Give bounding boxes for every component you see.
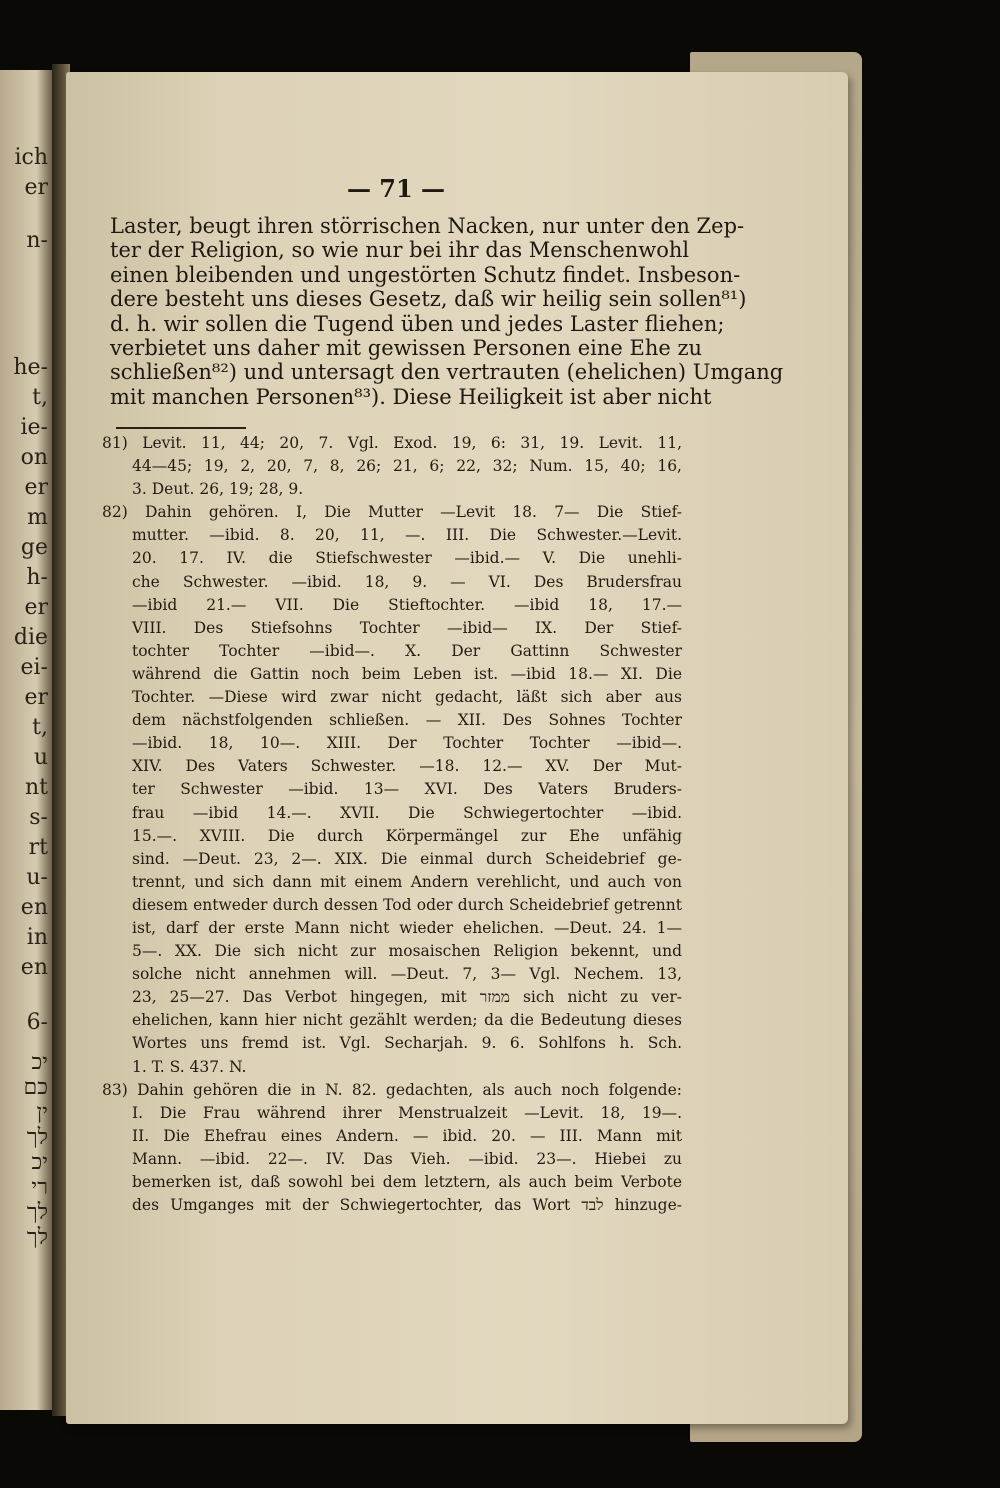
footnote-line: Wortes uns fremd ist. Vgl. Secharjah. 9. 6. Sohlfons h. Sch. — [132, 1034, 682, 1053]
footnote-separator — [116, 427, 246, 429]
footnote-line: —ibid 21.— VII. Die Stieftochter. —ibid 18, 17.— — [132, 595, 682, 614]
footnote-line: frau —ibid 14.—. XVII. Die Schwiegertochter —ibid. — [132, 803, 682, 822]
left-page-text-fragment: rt — [28, 835, 48, 860]
left-page-text-fragment: en — [20, 895, 48, 920]
left-facing-page — [0, 70, 52, 1410]
left-page-text-fragment: n- — [26, 228, 48, 253]
left-page-text-fragment: כם — [23, 1075, 48, 1100]
left-page-text-fragment: er — [24, 475, 48, 500]
left-page-text-fragment: in — [26, 925, 48, 950]
footnote-line: che Schwester. —ibid. 18, 9. — VI. Des Brudersfrau — [132, 572, 682, 591]
footnote-line: —ibid. 18, 10—. XIII. Der Tochter Tochter —ibid—. — [132, 734, 682, 753]
text-line: einen bleibenden und ungestörten Schutz findet. Insbeson- — [110, 262, 741, 287]
text-line: mit manchen Personen⁸³). Diese Heiligkeit ist aber nicht — [110, 384, 712, 409]
left-page-text-fragment: he- — [13, 355, 48, 380]
text-line: schließen⁸²) und untersagt den vertrauten (ehelichen) Umgang — [110, 360, 784, 385]
left-page-text-fragment: er — [24, 175, 48, 200]
footnote-line: 20. 17. IV. die Stiefschwester —ibid.— V. Die unehli- — [132, 549, 682, 568]
footnote-line: 83) Dahin gehören die in N. 82. gedachten, als auch noch folgende: — [102, 1080, 682, 1099]
left-page-text-fragment: er — [24, 595, 48, 620]
footnote-line: mutter. —ibid. 8. 20, 11, —. III. Die Schwester.—Levit. — [132, 526, 682, 545]
left-page-text-fragment: t, — [32, 715, 48, 740]
footnote-line: ehelichen, kann hier nicht gezählt werden; da die Bedeutung dieses — [132, 1011, 682, 1030]
text-line: ter der Religion, so wie nur bei ihr das Menschenwohl — [110, 238, 690, 263]
footnote-line: VIII. Des Stiefsohns Tochter —ibid— IX. Der Stief- — [132, 618, 682, 637]
footnote-line: tochter Tochter —ibid—. X. Der Gattinn Schwester — [132, 641, 682, 660]
book-page — [66, 72, 848, 1424]
footnote-line: Mann. —ibid. 22—. IV. Das Vieh. —ibid. 23—. Hiebei zu — [132, 1149, 682, 1168]
text-line: Laster, beugt ihren störrischen Nacken, nur unter den Zep- — [110, 214, 745, 238]
footnote-line: 82) Dahin gehören. I, Die Mutter —Levit 18. 7— Die Stief- — [102, 503, 682, 522]
footnotes — [102, 432, 682, 1217]
left-page-text-fragment: ei- — [20, 655, 48, 680]
footnote-line: ter Schwester —ibid. 13— XVI. Des Vaters Bruders- — [132, 780, 682, 799]
left-page-text-fragment: m — [27, 505, 48, 530]
left-page-text-fragment: u- — [26, 865, 48, 890]
left-page-text-fragment: die — [13, 625, 48, 650]
left-page-text-fragment: רי — [31, 1175, 48, 1200]
left-page-text-fragment: s- — [29, 805, 48, 830]
footnote-82 — [102, 501, 682, 1078]
footnote-line: während die Gattin noch beim Leben ist. —ibid 18.— XI. Die — [132, 664, 682, 683]
text-line: verbietet uns daher mit gewissen Personen eine Ehe zu — [110, 336, 703, 361]
footnote-line: 5—. XX. Die sich nicht zur mosaischen Religion bekennt, und — [132, 942, 682, 961]
left-page-text-fragment: u — [33, 745, 48, 770]
main-text — [110, 214, 784, 409]
left-page-text-fragment: לך — [26, 1225, 48, 1250]
left-page-text-fragment: nt — [24, 775, 48, 800]
left-page-text-fragment: לך — [26, 1125, 48, 1150]
left-page-text-fragment: לך — [26, 1200, 48, 1225]
left-page-text-fragment: יכ — [31, 1150, 48, 1175]
left-page-text-fragment: ie- — [20, 415, 48, 440]
footnote-line: diesem entweder durch dessen Tod oder durch Scheidebrief getrennt — [132, 895, 682, 914]
footnote-line: dem nächstfolgenden schließen. — XII. Des Sohnes Tochter — [132, 711, 682, 730]
footnote-83 — [102, 1079, 682, 1218]
footnote-line: XIV. Des Vaters Schwester. —18. 12.— XV. Der Mut- — [132, 757, 682, 776]
footnote-line: 81) Levit. 11, 44; 20, 7. Vgl. Exod. 19, 6: 31, 19. Levit. 11, — [102, 434, 682, 452]
left-page-text-fragment: ge — [20, 535, 48, 560]
footnote-line: 44—45; 19, 2, 20, 7, 8, 26; 21, 6; 22, 32; Num. 15, 40; 16, — [132, 457, 682, 476]
left-page-text-fragment: on — [20, 445, 48, 470]
footnote-line: 3. Deut. 26, 19; 28, 9. — [132, 480, 304, 499]
text-line: d. h. wir sollen die Tugend üben und jedes Laster fliehen; — [110, 311, 725, 336]
left-page-text-fragment: ich — [14, 145, 48, 170]
footnote-line: bemerken ist, daß sowohl bei dem letztern, als auch beim Verbote — [132, 1173, 682, 1191]
left-page-text-fragment: יכ — [31, 1050, 48, 1075]
footnote-line: sind. —Deut. 23, 2—. XIX. Die einmal durch Scheidebrief ge- — [132, 849, 682, 868]
text-line: dere besteht uns dieses Gesetz, daß wir heilig sein sollen⁸¹) — [110, 287, 747, 312]
footnote-line: ist, darf der erste Mann nicht wieder ehelichen. —Deut. 24. 1— — [132, 918, 682, 937]
footnote-line: des Umganges mit der Schwiegertochter, das Wort לבד hinzuge- — [132, 1196, 682, 1215]
page-number: — 71 — — [346, 174, 446, 203]
footnote-line: 1. T. S. 437. N. — [132, 1057, 247, 1076]
footnote-line: 15.—. XVIII. Die durch Körpermängel zur Ehe unfähig — [132, 826, 682, 845]
left-page-text-fragment: ין — [36, 1100, 48, 1125]
footnote-line: trennt, und sich dann mit einem Andern verehlicht, und auch von — [132, 872, 682, 891]
left-page-text-fragment: er — [24, 685, 48, 710]
footnote-line: II. Die Ehefrau eines Andern. — ibid. 20. — III. Mann mit — [132, 1126, 682, 1145]
left-page-text-fragment: en — [20, 955, 48, 980]
footnote-81 — [102, 432, 682, 501]
footnote-line: I. Die Frau während ihrer Menstrualzeit —Levit. 18, 19—. — [132, 1103, 682, 1122]
footnote-line: solche nicht annehmen will. —Deut. 7, 3— Vgl. Nechem. 13, — [132, 965, 682, 984]
left-page-text-fragment: h- — [26, 565, 48, 590]
left-page-text-fragment: t, — [32, 385, 48, 410]
footnote-line: 23, 25—27. Das Verbot hingegen, mit ממזר sich nicht zu ver- — [132, 988, 682, 1007]
left-page-text-fragment: 6- — [26, 1010, 48, 1035]
footnote-line: Tochter. —Diese wird zwar nicht gedacht, läßt sich aber aus — [132, 688, 682, 707]
